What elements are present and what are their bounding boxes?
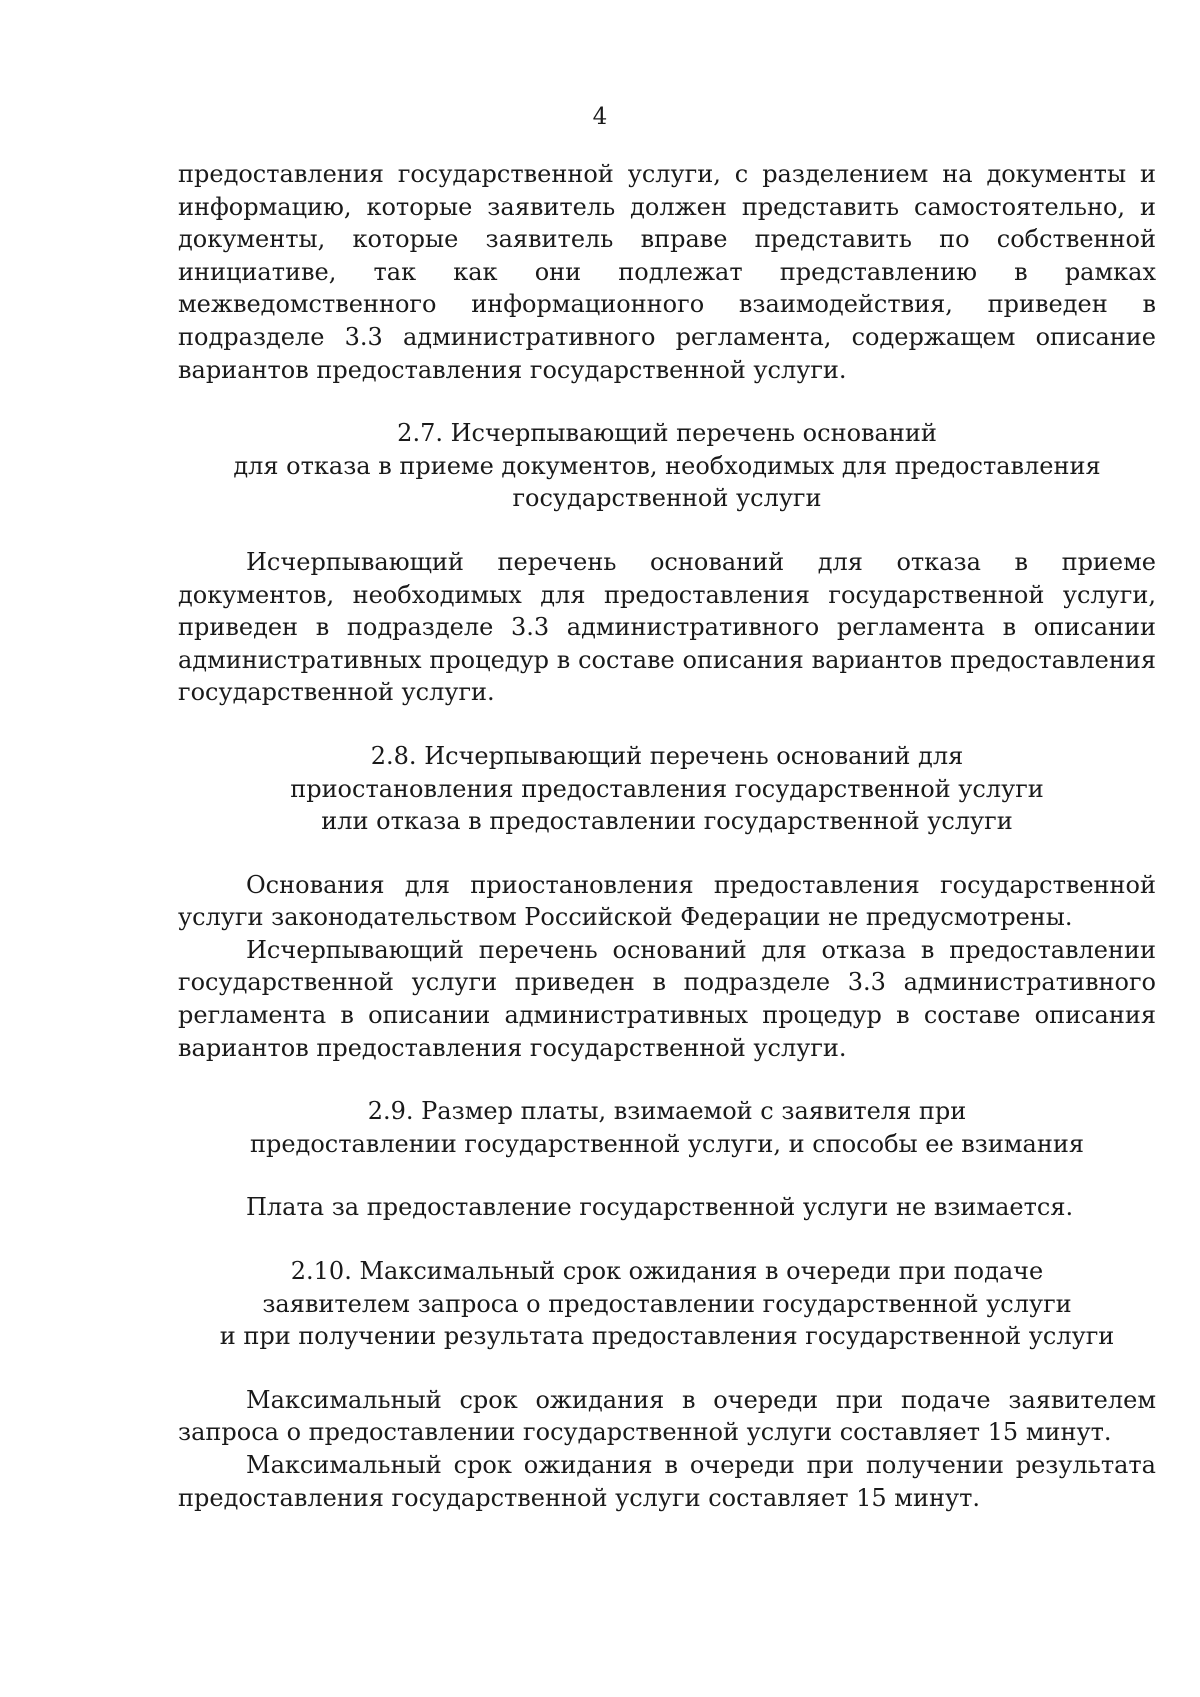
paragraph: Максимальный срок ожидания в очереди при подаче заявителем запроса о предоставлении государственной услуги составляет 15 минут. [178, 1385, 1156, 1447]
paragraph: Максимальный срок ожидания в очереди при получении результата предоставления государственной услуги составляет 15 минут. [178, 1451, 1156, 1512]
section-heading-2-9 [178, 1095, 1156, 1160]
heading-line: 2.8. Исчерпывающий перечень оснований для [370, 741, 964, 770]
paragraph: Основания для приостановления предоставления государственной услуги законодательством Российской Федерации не предусмотрены. [178, 870, 1156, 932]
document-body [178, 158, 1156, 1514]
heading-line: 2.10. Максимальный срок ожидания в очереди при подаче [290, 1257, 1044, 1286]
heading-line: приостановления предоставления государственной услуги [290, 774, 1044, 803]
heading-line: или отказа в предоставлении государственной услуги [321, 807, 1013, 836]
heading-line: заявителем запроса о предоставлении государственной услуги [262, 1289, 1072, 1318]
heading-line: и при получении результата предоставления государственной услуги [219, 1322, 1115, 1351]
intro-paragraph: предоставления государственной услуги, с разделением на документы и информацию, которые заявитель должен представить самостоятельно, и документы, которые заявитель вправе представить по собственной инициативе, так как они подлежат представлению в рамках межведомственного информационного взаимодействия, приведен в подразделе 3.3 административного регламента, содержащем описание вариантов предоставления государственной услуги. [178, 160, 1156, 384]
page-number: 4 [592, 104, 608, 130]
section-heading-2-8 [178, 740, 1156, 838]
heading-line: государственной услуги [512, 484, 822, 513]
section-heading-2-10 [178, 1255, 1156, 1353]
heading-line: 2.9. Размер платы, взимаемой с заявителя при [367, 1097, 967, 1126]
paragraph: Исчерпывающий перечень оснований для отказа в приеме документов, необходимых для предоставления государственной услуги, приведен в подразделе 3.3 административного регламента в описании административных процедур в составе описания вариантов предоставления государственной услуги. [178, 547, 1156, 707]
heading-line: 2.7. Исчерпывающий перечень оснований [397, 419, 937, 448]
heading-line: для отказа в приеме документов, необходимых для предоставления [233, 451, 1101, 480]
section-heading-2-7 [178, 417, 1156, 515]
heading-line: предоставлении государственной услуги, и способы ее взимания [249, 1129, 1084, 1158]
paragraph: Плата за предоставление государственной услуги не взимается. [246, 1193, 1074, 1222]
paragraph: Исчерпывающий перечень оснований для отказа в предоставлении государственной услуги приведен в подразделе 3.3 административного регламента в описании административных процедур в составе описания вариантов предоставления государственной услуги. [178, 935, 1156, 1062]
